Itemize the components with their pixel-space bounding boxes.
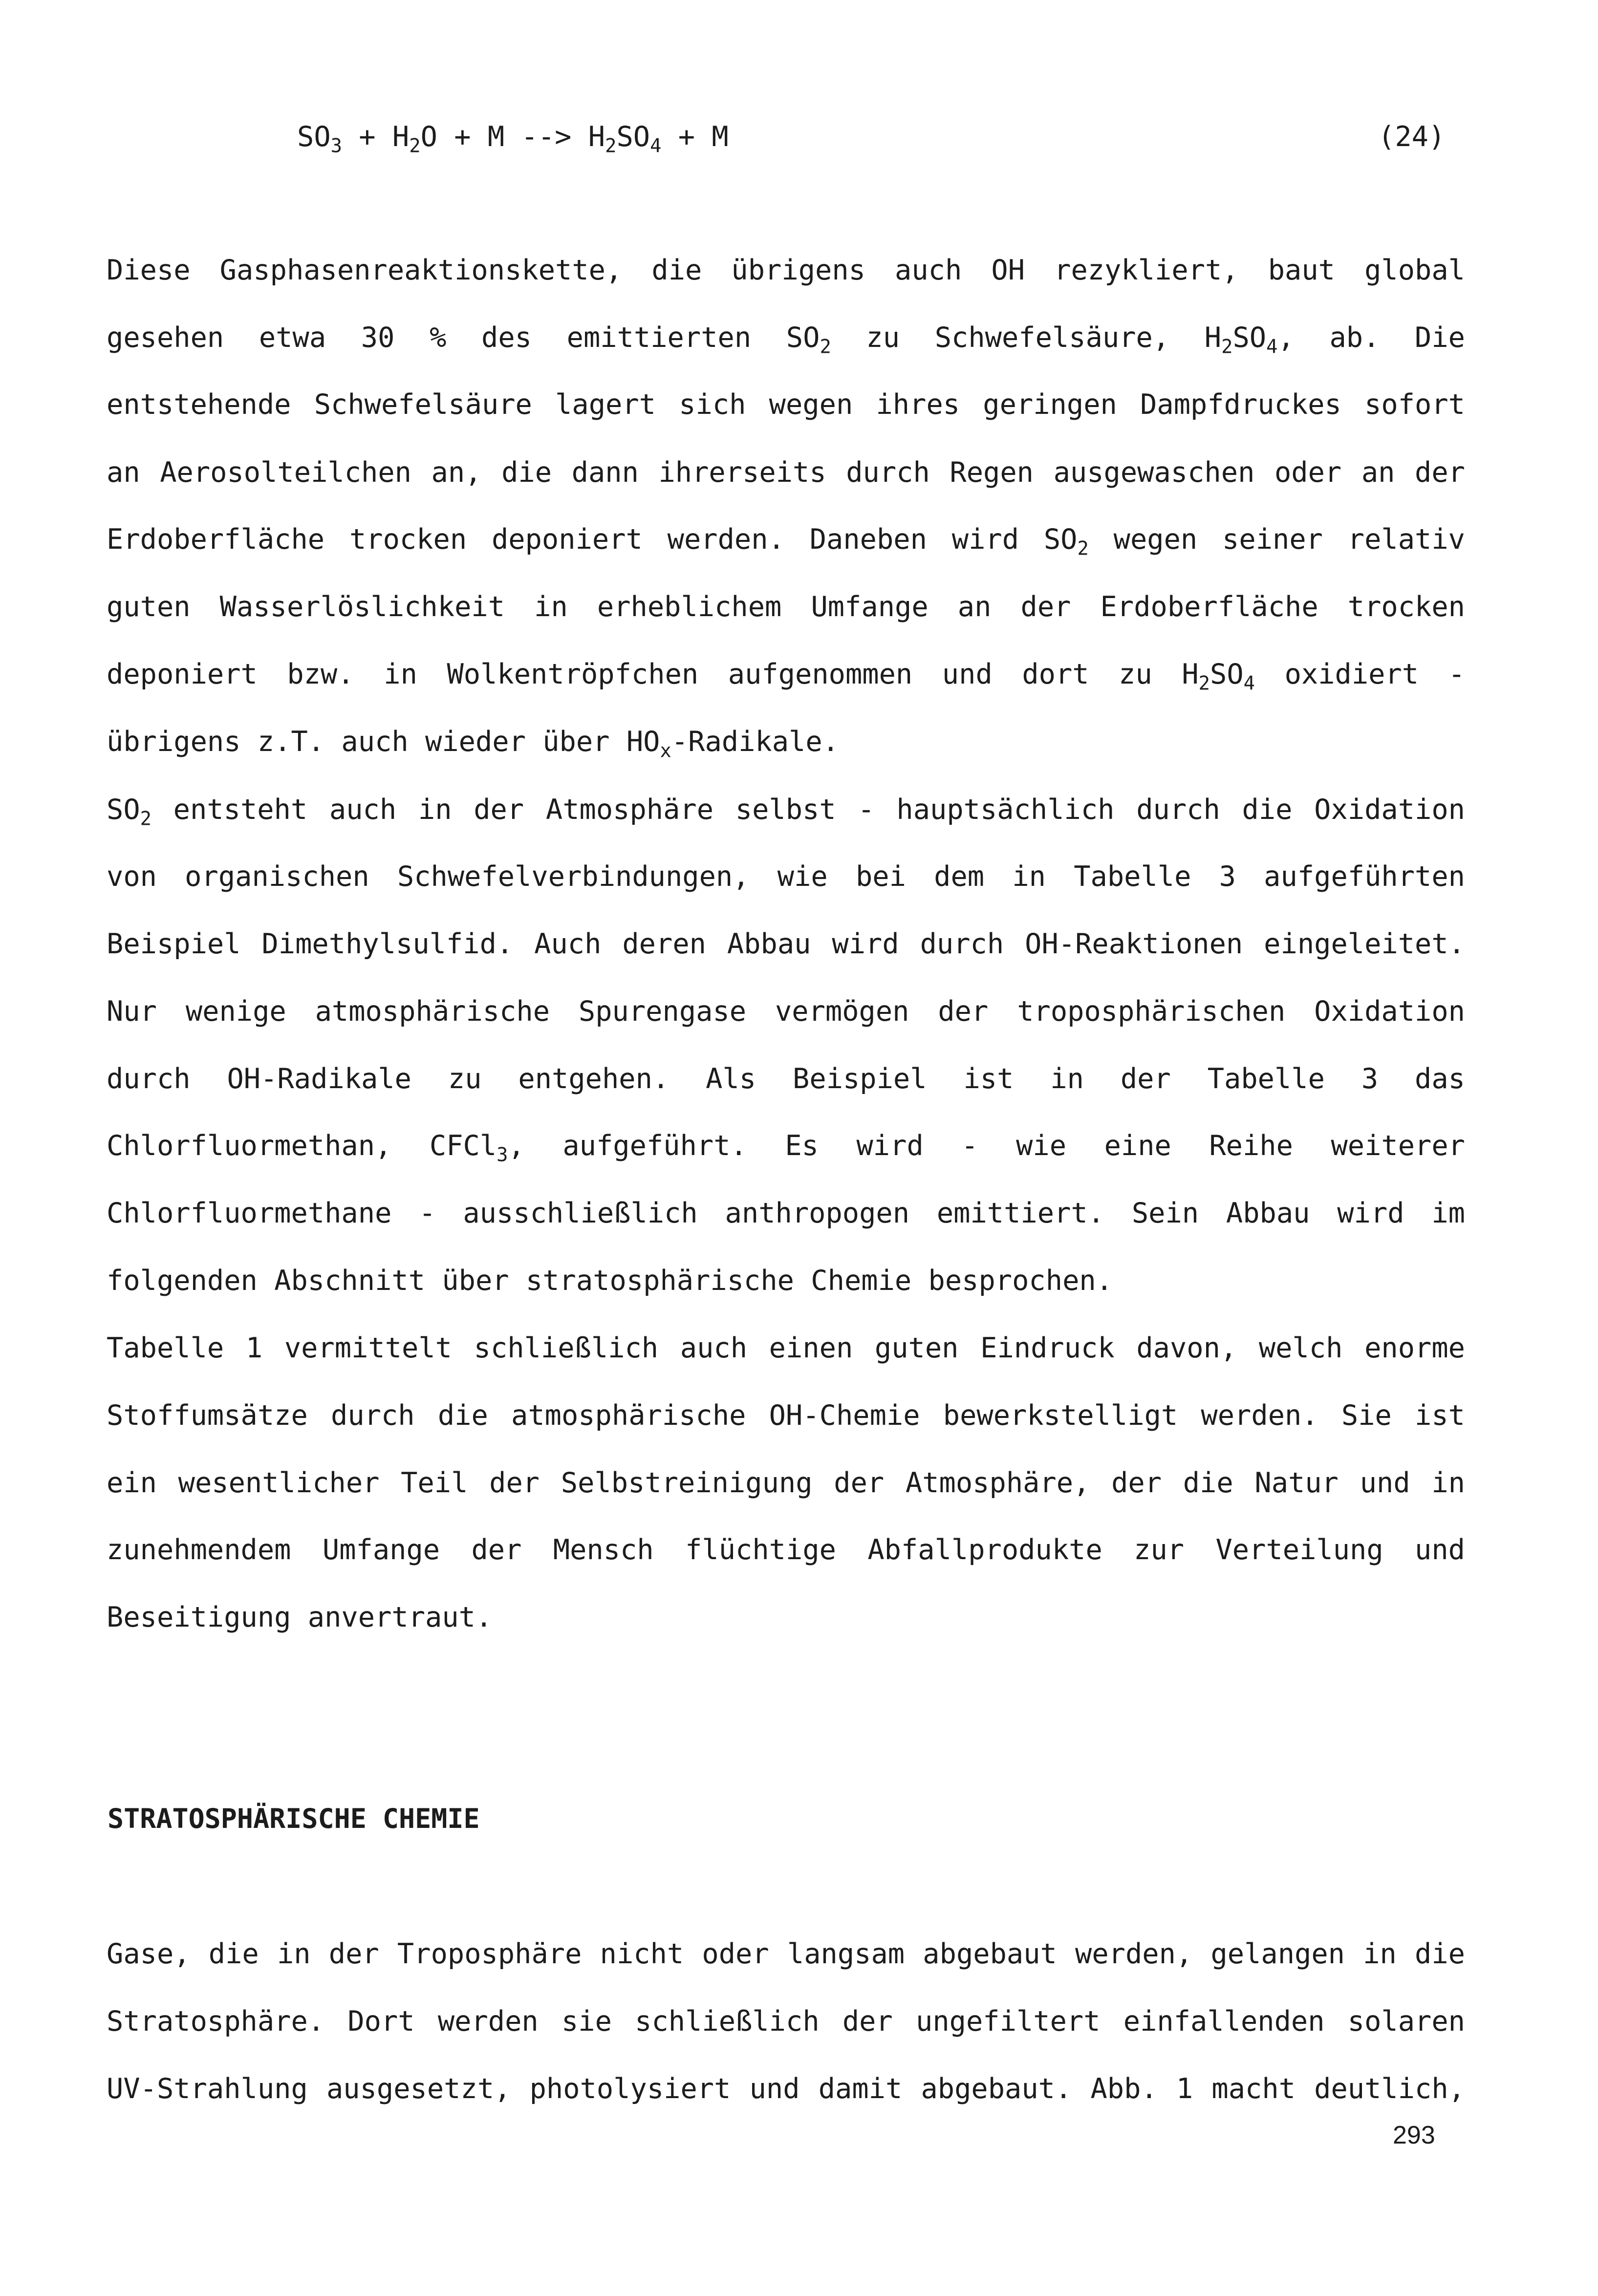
paragraph-3-line-5: folgenden Abschnitt über stratosphärische Chemie besprochen.: [107, 1265, 1113, 1297]
paragraph-4-line-3: ein wesentlicher Teil der Selbstreinigung der Atmosphäre, der die Natur und in: [107, 1467, 1465, 1499]
paragraph-2-line-2: von organischen Schwefelverbindungen, wie bei dem in Tabelle 3 aufgeführten: [107, 860, 1465, 893]
page-number: 293: [1393, 2121, 1435, 2149]
paragraph-4-line-1: Tabelle 1 vermittelt schließlich auch einen guten Eindruck davon, welch enorme: [107, 1332, 1465, 1364]
paragraph-5-line-1: Gase, die in der Troposphäre nicht oder langsam abgebaut werden, gelangen in die: [107, 1938, 1465, 1970]
paragraph-1-line-6: guten Wasserlöslichkeit in erheblichem Umfange an der Erdoberfläche trocken: [107, 591, 1465, 623]
section-heading: STRATOSPHÄRISCHE CHEMIE: [108, 1803, 480, 1834]
paragraph-1-line-1: Diese Gasphasenreaktionskette, die übrigens auch OH rezykliert, baut global: [107, 254, 1465, 286]
reaction-equation: $SO_3 + H_2O + M$ --> $H_2SO_4 + M$: [297, 121, 729, 157]
paragraph-3-line-3: Chlorfluormethan, CFCl$_3$, aufgeführt. Es wird - wie eine Reihe weiterer: [107, 1130, 1465, 1166]
paragraph-5-line-3: UV-Strahlung ausgesetzt, photolysiert und damit abgebaut. Abb. 1 macht deutlich,: [107, 2073, 1465, 2105]
paragraph-4-line-5: Beseitigung anvertraut.: [107, 1601, 493, 1633]
paragraph-1-line-5: Erdoberfläche trocken deponiert werden. Daneben wird $SO_2$ wegen seiner relativ: [107, 523, 1466, 560]
paragraph-2-line-1: $SO_2$ entsteht auch in der Atmosphäre selbst - hauptsächlich durch die Oxidation: [107, 794, 1465, 830]
paragraph-1-line-2: gesehen etwa 30 % des emittierten $SO_2$ zu Schwefelsäure, $H_2SO_4$, ab. Die: [107, 322, 1465, 358]
paragraph-3-line-1: Nur wenige atmosphärische Spurengase vermögen der troposphärischen Oxidation: [107, 995, 1465, 1028]
paragraph-2-line-3: Beispiel Dimethylsulfid. Auch deren Abbau wird durch OH-Reaktionen eingeleitet.: [107, 928, 1465, 960]
paragraph-1-line-4: an Aerosolteilchen an, die dann ihrerseits durch Regen ausgewaschen oder an der: [107, 456, 1465, 489]
paragraph-1-line-8: übrigens z.T. auch wieder über $HO_x$-Radikale.: [107, 726, 839, 762]
paragraph-5-line-2: Stratosphäre. Dort werden sie schließlich der ungefiltert einfallenden solaren: [107, 2005, 1465, 2038]
paragraph-1-line-7: deponiert bzw. in Wolkentröpfchen aufgenommen und dort zu $H_2SO_4$ oxidiert -: [107, 658, 1465, 695]
equation-number: (24): [1378, 121, 1446, 153]
paragraph-1-line-3: entstehende Schwefelsäure lagert sich wegen ihres geringen Dampfdruckes sofort: [107, 388, 1465, 421]
paragraph-4-line-2: Stoffumsätze durch die atmosphärische OH-Chemie bewerkstelligt werden. Sie ist: [107, 1399, 1465, 1432]
paragraph-4-line-4: zunehmendem Umfange der Mensch flüchtige Abfallprodukte zur Verteilung und: [107, 1534, 1465, 1566]
paragraph-3-line-2: durch OH-Radikale zu entgehen. Als Beispiel ist in der Tabelle 3 das: [107, 1063, 1465, 1095]
paragraph-3-line-4: Chlorfluormethane - ausschließlich anthropogen emittiert. Sein Abbau wird im: [107, 1197, 1465, 1229]
